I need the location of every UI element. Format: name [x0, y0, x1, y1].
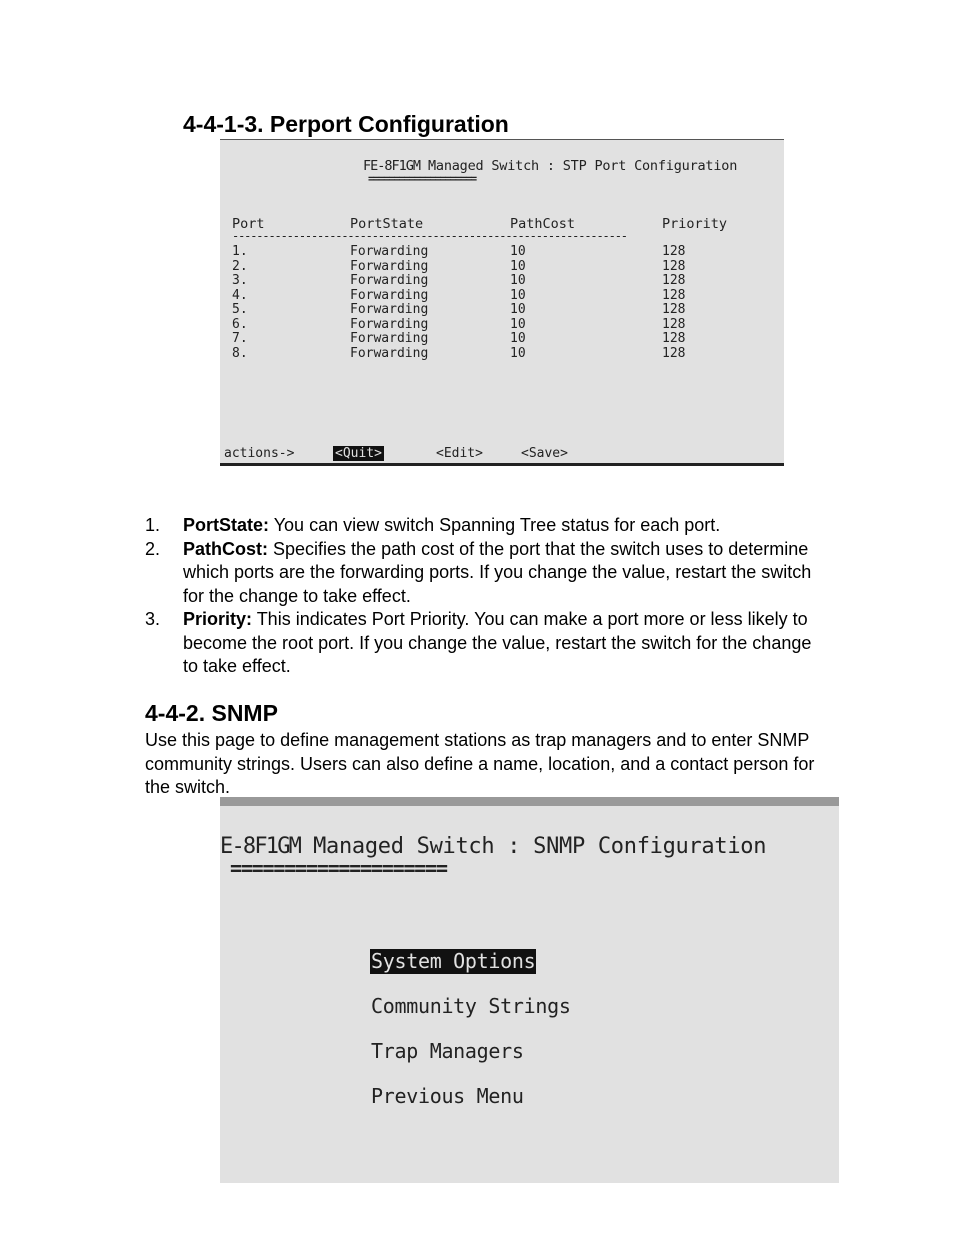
- snmp-title-underline: ====================: [230, 856, 447, 880]
- portstate-cell: Forwarding: [350, 302, 429, 317]
- portstate-cell: Forwarding: [350, 244, 429, 259]
- port-cell: 4.: [232, 287, 248, 303]
- priority-cell: 128: [662, 345, 686, 361]
- pathcost-cell: 10: [510, 273, 526, 288]
- pathcost-cell: 10: [510, 302, 526, 317]
- table-row[interactable]: [220, 303, 784, 318]
- snmp-screen-title-text: Managed Switch : SNMP Configuration: [300, 834, 767, 859]
- portstate-cell: Forwarding: [350, 331, 429, 346]
- list-item: [145, 538, 825, 609]
- section-heading-snmp: 4-4-2. SNMP: [145, 700, 278, 726]
- table-row[interactable]: [220, 274, 784, 289]
- pathcost-cell: 10: [510, 244, 526, 259]
- port-cell: 6.: [232, 316, 248, 332]
- portstate-cell: Forwarding: [350, 345, 429, 361]
- snmp-screen-brand: E-8F1GM: [220, 834, 301, 859]
- priority-cell: 128: [662, 287, 686, 303]
- pathcost-cell: 10: [510, 345, 526, 361]
- snmp-menu: [370, 949, 572, 1129]
- term-description: This indicates Port Priority. You can make a port more or less likely to become the root port. If you change the value, restart the switch for the change to take effect.: [183, 609, 812, 676]
- pathcost-cell: 10: [510, 316, 526, 332]
- list-number: 1.: [145, 515, 161, 535]
- portstate-cell: Forwarding: [350, 316, 429, 332]
- priority-cell: 128: [662, 302, 686, 317]
- list-number: 2.: [145, 538, 161, 559]
- term-label: PathCost:: [183, 538, 268, 559]
- menu-item-previous-menu[interactable]: Previous Menu: [371, 1084, 524, 1108]
- portstate-cell: Forwarding: [350, 287, 429, 303]
- table-row[interactable]: [220, 245, 784, 260]
- priority-cell: 128: [662, 331, 686, 346]
- table-row[interactable]: [220, 260, 784, 275]
- quit-button[interactable]: <Quit>: [335, 446, 382, 461]
- section-heading-perport: 4-4-1-3. Perport Configuration: [183, 111, 509, 137]
- pathcost-cell: 10: [510, 331, 526, 346]
- save-button[interactable]: <Save>: [521, 446, 568, 461]
- snmp-config-screen: [220, 797, 839, 1183]
- pathcost-cell: 10: [510, 258, 526, 274]
- term-label: PortState:: [183, 515, 270, 535]
- priority-cell: 128: [662, 273, 686, 288]
- portstate-cell: Forwarding: [350, 273, 429, 288]
- field-description-list: [145, 514, 825, 679]
- stp-screen-brand: FE-8F1GM: [363, 158, 421, 174]
- term-label: Priority:: [183, 609, 253, 629]
- port-cell: 8.: [232, 345, 248, 361]
- column-header-priority: Priority: [662, 216, 728, 232]
- port-table: [220, 245, 784, 361]
- list-item: [145, 608, 825, 679]
- menu-item-system-options[interactable]: System Options: [371, 949, 536, 973]
- table-row[interactable]: [220, 347, 784, 362]
- port-cell: 2.: [232, 258, 248, 274]
- list-item: [145, 514, 825, 538]
- priority-cell: 128: [662, 316, 686, 332]
- stp-screen-title-text: Managed Switch : STP Port Configuration: [420, 158, 738, 174]
- port-cell: 1.: [232, 244, 248, 259]
- edit-button[interactable]: <Edit>: [436, 446, 483, 461]
- table-row[interactable]: [220, 318, 784, 333]
- port-cell: 7.: [232, 331, 248, 346]
- port-cell: 5.: [232, 302, 248, 317]
- port-cell: 3.: [232, 273, 248, 288]
- priority-cell: 128: [662, 258, 686, 274]
- column-header-pathcost: PathCost: [510, 216, 576, 232]
- term-description: Specifies the path cost of the port that the switch uses to determine which ports are the forwarding ports. If you change the value, restart the switch for the change to take effect.: [183, 538, 812, 606]
- pathcost-cell: 10: [510, 287, 526, 303]
- column-header-portstate: PortState: [350, 216, 424, 232]
- menu-item-trap-managers[interactable]: Trap Managers: [371, 1039, 524, 1063]
- actions-label: actions->: [224, 446, 295, 461]
- table-row[interactable]: [220, 289, 784, 304]
- priority-cell: 128: [662, 244, 686, 259]
- menu-item-community-strings[interactable]: Community Strings: [371, 994, 571, 1018]
- portstate-cell: Forwarding: [350, 258, 429, 274]
- stp-title-underline: =====================: [368, 172, 476, 185]
- table-row[interactable]: [220, 332, 784, 347]
- column-header-port: Port: [232, 216, 265, 232]
- stp-port-config-screen: [220, 139, 784, 466]
- term-description: You can view switch Spanning Tree status for each port.: [269, 515, 721, 535]
- header-divider: -----------------------------------------------------------------: [232, 229, 627, 243]
- snmp-intro-paragraph: Use this page to define management stations as trap managers and to enter SNMP community strings. Users can also define a name, location, and a contact person for the switch.: [145, 730, 815, 797]
- list-number: 3.: [145, 609, 161, 629]
